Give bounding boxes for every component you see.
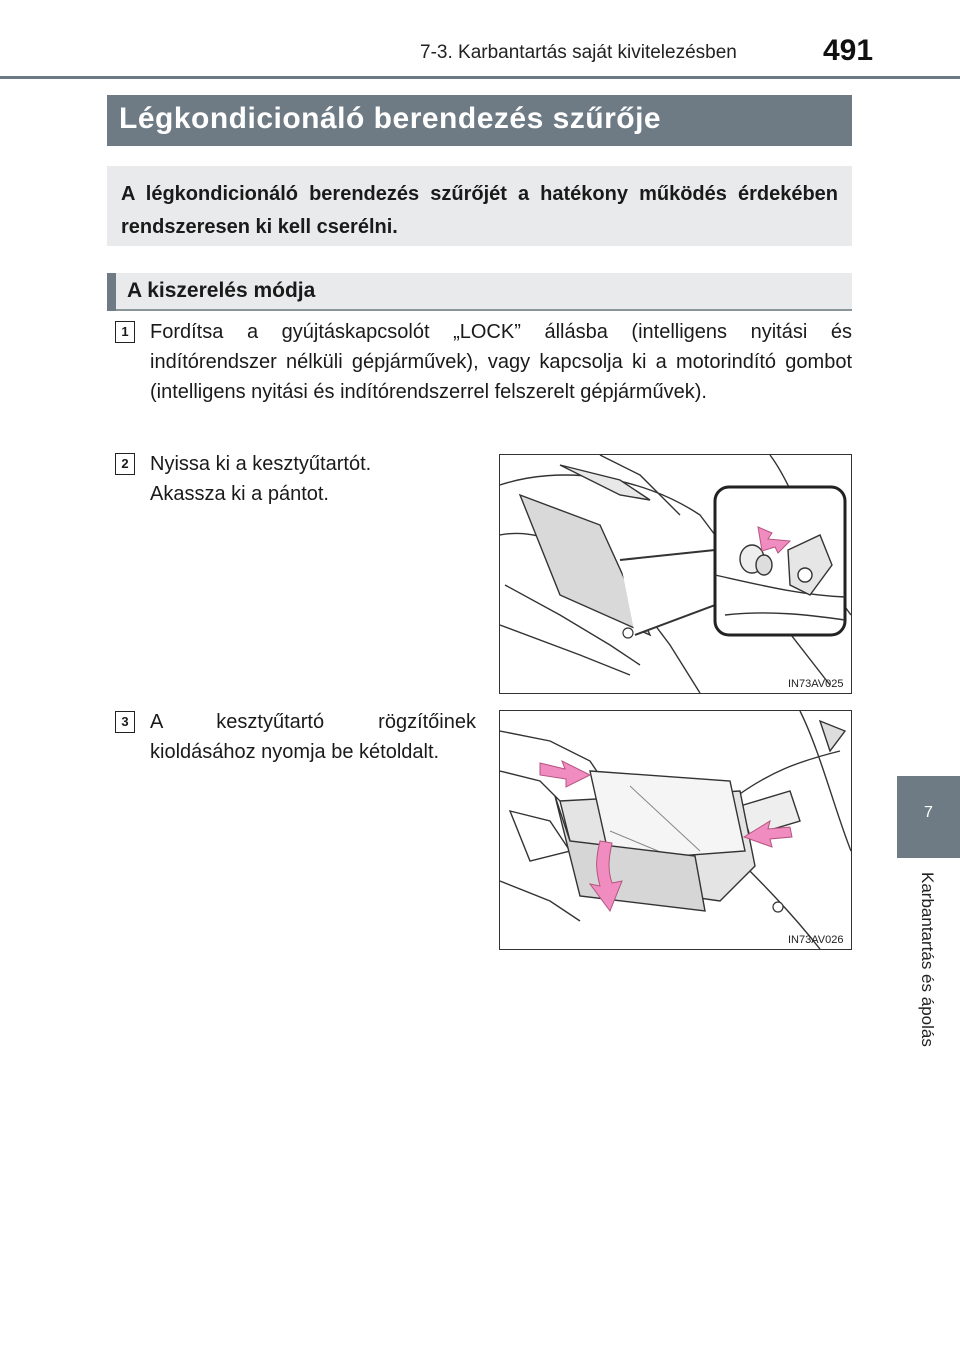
step-3-text: A kesztyűtartó rögzítőinek kioldásához nyomja be kétoldalt. [150, 711, 476, 763]
subheading: A kiszerelés módja [127, 279, 316, 302]
figure-2-code: IN73AV026 [788, 934, 844, 946]
subheading-bar [107, 273, 852, 311]
step-2-line-2: Akassza ki a pántot. [150, 483, 329, 505]
step-1-text: Fordítsa a gyújtáskapcsolót „LOCK” állásba (intelligens nyitási és indítórendszer nélküli gépjárművek), vagy kapcsolja ki a motorindító gombot (intelligens nyitási és indítórendszerrel felszerelt gépjárművek). [150, 321, 852, 403]
chapter-number: 7 [924, 804, 933, 821]
chapter-tab [897, 776, 960, 858]
figure-glovebox-release [499, 710, 852, 950]
glovebox-strap-illustration [500, 455, 851, 693]
page-number: 491 [823, 34, 874, 67]
step-1-number: 1 [115, 321, 135, 343]
step-3-number: 3 [115, 711, 135, 733]
figure-glovebox-strap [499, 454, 852, 694]
intro-box [107, 166, 852, 246]
page-title: Légkondicionáló berendezés szűrője [119, 102, 662, 135]
chapter-label: Karbantartás és ápolás [918, 872, 937, 1047]
step-2-line-1: Nyissa ki a kesztyűtartót. [150, 453, 372, 475]
figure-1-code: IN73AV025 [788, 678, 844, 690]
glovebox-release-illustration [500, 711, 851, 949]
step-2-text [150, 449, 480, 509]
intro-text: A légkondicionáló berendezés szűrőjét a hatékony működés érdekében rendszeresen ki kell cserélni. [121, 183, 838, 238]
title-bar [107, 95, 852, 146]
running-header-section: 7-3. Karbantartás saját kivitelezésben [420, 42, 737, 63]
header-rule [0, 76, 960, 79]
step-2-number: 2 [115, 453, 135, 475]
subheading-accent [107, 273, 116, 311]
